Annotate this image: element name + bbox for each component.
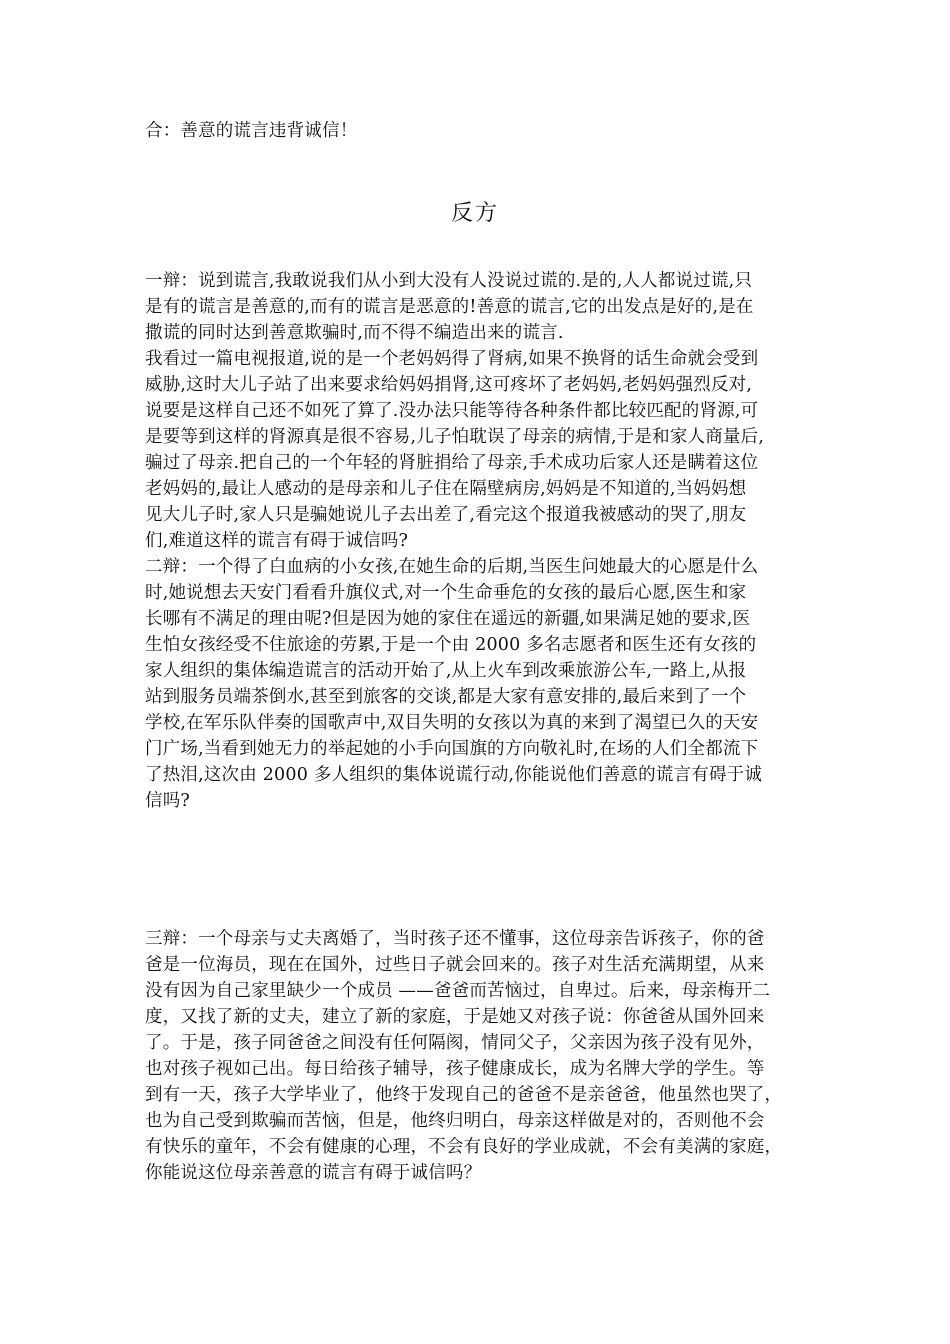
text-line: 威胁,这时大儿子站了出来要求给妈妈捐肾,这可疼坏了老妈妈,老妈妈强烈反对, [145, 375, 753, 395]
text-line: 了。于是，孩子同爸爸之间没有任何隔阂，情同父子，父亲因为孩子没有见外， [145, 1033, 765, 1053]
text-line: 一辩：说到谎言,我敢说我们从小到大没有人没说过谎的.是的,人人都说过谎,只 [145, 271, 753, 291]
text-line: 学校,在军乐队伴奏的国歌声中,双目失明的女孩以为真的来到了渴望已久的天安 [145, 713, 759, 733]
text-line: 们,难道这样的谎言有碍于诚信吗? [145, 531, 409, 551]
text-line: 了热泪,这次由 2000 多人组织的集体说谎行动,你能说他们善意的谎言有碍于诚 [145, 765, 763, 785]
text-line: 二辩：一个得了白血病的小女孩,在她生命的后期,当医生问她最大的心愿是什么 [145, 557, 759, 577]
text-line: 你能说这位母亲善意的谎言有碍于诚信吗？ [145, 1163, 482, 1183]
text-line: 也对孩子视如己出。每日给孩子辅导，孩子健康成长，成为名牌大学的学生。等 [145, 1059, 765, 1079]
text-line: 信吗? [145, 791, 190, 811]
text-line: 爸是一位海员，现在在国外，过些日子就会回来的。孩子对生活充满期望，从来 [145, 955, 765, 975]
text-line: 老妈妈的,最让人感动的是母亲和儿子住在隔壁病房,妈妈是不知道的,当妈妈想 [145, 479, 747, 499]
text-line: 见大儿子时,家人只是骗她说儿子去出差了,看完这个报道我被感动的哭了,朋友 [145, 505, 747, 525]
closing-statement: 合：善意的谎言违背诚信！ [145, 121, 358, 141]
text-line: 时,她说想去天安门看看升旗仪式,对一个生命垂危的女孩的最后心愿,医生和家 [145, 583, 747, 603]
text-line: 生怕女孩经受不住旅途的劳累,于是一个由 2000 多名志愿者和医生还有女孩的 [145, 635, 757, 655]
text-line: 没有因为自己家里缺少一个成员 ——爸爸而苦恼过，自卑过。后来，母亲梅开二 [145, 981, 771, 1001]
text-line: 也为自己受到欺骗而苦恼，但是，他终归明白，母亲这样做是对的，否则他不会 [145, 1111, 765, 1131]
text-line: 三辩：一个母亲与丈夫离婚了，当时孩子还不懂事，这位母亲告诉孩子，你的爸 [145, 929, 765, 949]
text-line: 骗过了母亲.把自己的一个年轻的肾脏捐给了母亲,手术成功后家人还是瞒着这位 [145, 453, 759, 473]
text-line: 站到服务员端茶倒水,甚至到旅客的交谈,都是大家有意安排的,最后来到了一个 [145, 687, 747, 707]
text-line: 门广场,当看到她无力的举起她的小手向国旗的方向敬礼时,在场的人们全都流下 [145, 739, 759, 759]
text-line: 家人组织的集体编造谎言的活动开始了,从上火车到改乘旅游公车,一路上,从报 [145, 661, 747, 681]
section-title: 反方 [450, 201, 499, 226]
text-line: 长哪有不满足的理由呢?但是因为她的家住在遥远的新疆,如果满足她的要求,医 [145, 609, 751, 629]
text-line: 是有的谎言是善意的,而有的谎言是恶意的!善意的谎言,它的出发点是好的,是在 [145, 297, 754, 317]
text-line: 说要是这样自己还不如死了算了.没办法只能等待各种条件都比较匹配的肾源,可 [145, 401, 759, 421]
text-line: 我看过一篇电视报道,说的是一个老妈妈得了肾病,如果不换肾的话生命就会受到 [145, 349, 759, 369]
text-line: 到有一天，孩子大学毕业了，他终于发现自己的爸爸不是亲爸爸，他虽然也哭了， [145, 1085, 783, 1105]
text-line: 有快乐的童年，不会有健康的心理，不会有良好的学业成就，不会有美满的家庭， [145, 1137, 783, 1157]
text-line: 度，又找了新的丈夫，建立了新的家庭，于是她又对孩子说：你爸爸从国外回来 [145, 1007, 765, 1027]
text-line: 撒谎的同时达到善意欺骗时,而不得不编造出来的谎言. [145, 323, 564, 343]
text-line: 是要等到这样的肾源真是很不容易,儿子怕耽误了母亲的病情,于是和家人商量后, [145, 427, 765, 447]
